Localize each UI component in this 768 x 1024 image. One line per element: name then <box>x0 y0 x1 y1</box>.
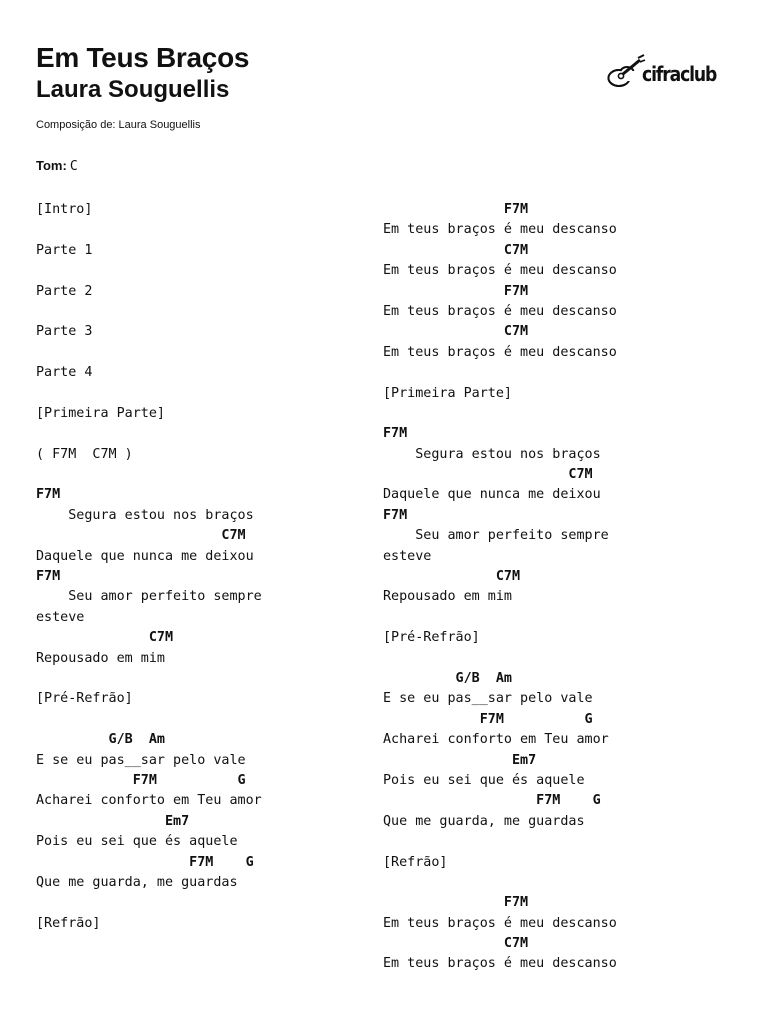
chord-line[interactable]: F7M <box>383 507 408 523</box>
lyric-line: [Intro] <box>36 202 93 217</box>
lyric-line: Segura estou nos braços <box>36 507 254 523</box>
lyric-line: ( F7M C7M ) <box>36 446 133 462</box>
lyric-line <box>36 343 262 363</box>
lyric-line <box>36 220 262 240</box>
lyric-line <box>36 465 262 485</box>
lyric-line <box>383 404 617 424</box>
chord-line[interactable]: F7M <box>36 487 61 503</box>
lyric-line: [Pré-Refrão] <box>36 691 133 707</box>
cifraclub-logo[interactable] <box>606 48 724 96</box>
lyric-line: esteve <box>36 609 85 625</box>
lyric-line: Parte 4 <box>36 365 93 381</box>
lyric-line: Parte 2 <box>36 283 93 299</box>
lyric-line: [Pré-Refrão] <box>383 630 480 646</box>
lyric-line <box>36 669 262 689</box>
lyric-line: Pois eu sei que és aquele <box>383 772 585 788</box>
chord-line[interactable]: C7M <box>383 569 521 585</box>
lyric-line <box>36 893 262 913</box>
lyric-line: Daquele que nunca me deixou <box>383 487 601 503</box>
lyric-line <box>383 649 617 669</box>
song-title: Em Teus Braços <box>36 42 250 73</box>
lyric-line: Parte 1 <box>36 242 93 258</box>
lyric-line: Em teus braços é meu descanso <box>383 956 617 972</box>
chord-line[interactable]: F7M <box>383 283 529 299</box>
tom-label: Tom: <box>36 158 67 173</box>
lyric-line: [Refrão] <box>383 854 448 870</box>
chord-line[interactable]: C7M <box>383 324 529 340</box>
chord-line[interactable]: C7M <box>383 467 593 483</box>
lyric-line: Em teus braços é meu descanso <box>383 303 617 319</box>
lyric-line <box>383 873 617 893</box>
lyric-line: Acharei conforto em Teu amor <box>36 793 262 809</box>
lyric-line <box>36 424 262 444</box>
lyric-line: [Primeira Parte] <box>36 405 165 421</box>
lyric-line: Daquele que nunca me deixou <box>36 548 254 564</box>
lyric-line: Seu amor perfeito sempre <box>383 528 609 544</box>
chord-line[interactable]: F7M <box>383 202 529 217</box>
lyric-line: Em teus braços é meu descanso <box>383 344 617 360</box>
lyric-line: Repousado em mim <box>36 650 165 666</box>
lyric-line: Pois eu sei que és aquele <box>36 834 238 850</box>
lyric-line: [Refrão] <box>36 915 101 931</box>
chord-line[interactable]: C7M <box>36 630 174 646</box>
lyric-line: Em teus braços é meu descanso <box>383 222 617 238</box>
lyric-line <box>383 608 617 628</box>
lyric-line <box>36 710 262 730</box>
lyric-line: Em teus braços é meu descanso <box>383 263 617 279</box>
chord-line[interactable]: F7M G <box>383 793 601 809</box>
chord-line[interactable]: C7M <box>383 936 529 952</box>
chord-line[interactable]: Em7 <box>383 752 537 768</box>
lyric-line <box>383 832 617 852</box>
chord-sheet-right-column <box>383 200 617 975</box>
lyric-line <box>36 302 262 322</box>
lyric-line: Segura estou nos braços <box>383 446 601 462</box>
lyric-line: E se eu pas__sar pelo vale <box>36 752 246 768</box>
chord-line[interactable]: F7M G <box>36 772 246 788</box>
chord-line[interactable]: F7M G <box>383 711 593 727</box>
song-key <box>36 158 78 174</box>
chord-line[interactable]: F7M <box>36 569 61 585</box>
tom-key: C <box>69 159 78 174</box>
chord-line[interactable]: F7M <box>383 895 529 911</box>
lyric-line: Acharei conforto em Teu amor <box>383 732 609 748</box>
lyric-line <box>383 363 617 383</box>
chord-line[interactable]: F7M <box>383 426 408 442</box>
chord-line[interactable]: G/B Am <box>36 732 165 748</box>
composer-credit: Composição de: Laura Souguellis <box>36 119 201 131</box>
lyric-line <box>36 261 262 281</box>
chord-line[interactable]: F7M G <box>36 854 254 870</box>
logo-text: cifraclub <box>642 62 717 86</box>
lyric-line: esteve <box>383 548 432 564</box>
lyric-line: Seu amor perfeito sempre <box>36 589 262 605</box>
lyric-line <box>36 384 262 404</box>
artist-name: Laura Souguellis <box>36 76 230 103</box>
chord-sheet-left-column <box>36 200 262 934</box>
lyric-line: Que me guarda, me guardas <box>383 813 585 829</box>
chord-line[interactable]: G/B Am <box>383 670 512 686</box>
chord-line[interactable]: C7M <box>36 528 246 544</box>
lyric-line: Parte 3 <box>36 324 93 340</box>
guitar-icon <box>606 54 646 90</box>
chord-line[interactable]: C7M <box>383 242 529 258</box>
chord-line[interactable]: Em7 <box>36 813 190 829</box>
lyric-line: Repousado em mim <box>383 589 512 605</box>
lyric-line: [Primeira Parte] <box>383 385 512 401</box>
lyric-line: Que me guarda, me guardas <box>36 874 238 890</box>
lyric-line: E se eu pas__sar pelo vale <box>383 691 593 707</box>
lyric-line: Em teus braços é meu descanso <box>383 915 617 931</box>
